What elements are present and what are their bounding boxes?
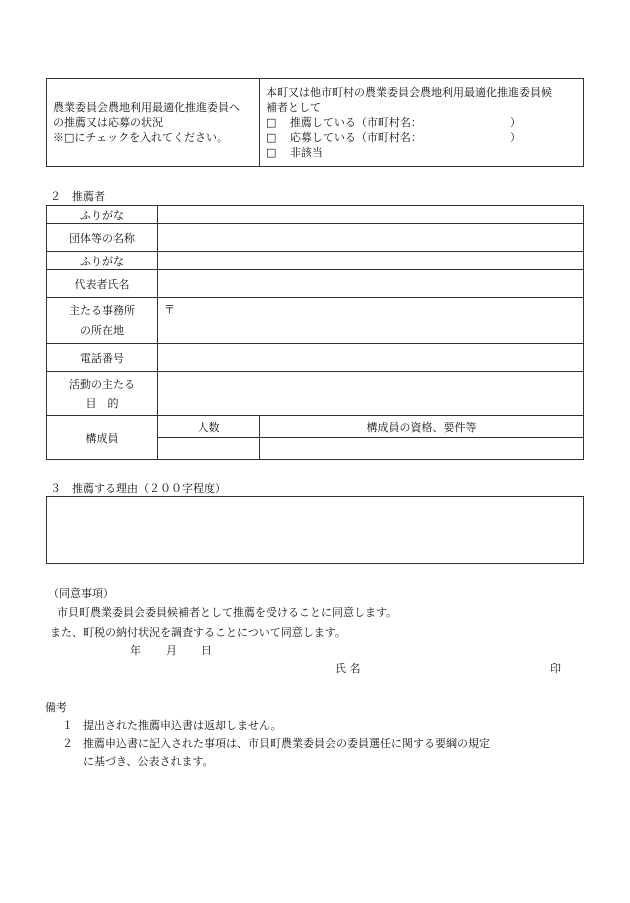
org-name-label: 団体等の名称: [47, 224, 158, 252]
option-label: 非該当: [289, 146, 323, 159]
date-year: 年: [130, 644, 141, 657]
members-count-header: 人数: [158, 416, 260, 438]
checkbox[interactable]: □: [266, 146, 277, 159]
rep-name-label: 代表者氏名: [47, 270, 158, 298]
rep-name-field[interactable]: [158, 270, 584, 298]
status-question-note: ※□にチェックを入れてください。: [53, 131, 229, 144]
postal-mark: 〒: [164, 303, 175, 316]
checkbox[interactable]: □: [266, 116, 277, 129]
furigana-field[interactable]: [158, 206, 584, 224]
status-question-line: 農業委員会農地利用最適化推進委員へ: [53, 101, 240, 114]
note-continuation: に基づき、公表されます。: [83, 755, 214, 768]
office-address-field[interactable]: [158, 298, 584, 344]
office-label-line: の所在地: [80, 323, 124, 337]
note-text: 提出された推薦申込書は返却しません。: [83, 719, 282, 732]
checkbox[interactable]: □: [266, 131, 277, 144]
recommendation-status-table: [46, 78, 584, 167]
option-close: ）: [510, 116, 521, 129]
office-address-label: [47, 298, 158, 344]
note-number: ２: [62, 737, 73, 750]
members-qual-header: 構成員の資格、要件等: [260, 416, 584, 438]
note-text: 推薦申込書に記入された事項は、市貝町農業委員会の委員選任に関する要綱の規定: [83, 737, 490, 750]
members-label: 構成員: [47, 416, 158, 460]
section2-heading: ２ 推薦者: [50, 190, 105, 203]
status-question-cell: [47, 79, 260, 167]
phone-label: 電話番号: [47, 344, 158, 372]
section3-heading: ３ 推薦する理由（２００字程度）: [50, 482, 226, 495]
phone-field[interactable]: [158, 344, 584, 372]
status-answer-intro: 補者として: [266, 101, 321, 114]
option-close: ）: [510, 131, 521, 144]
furigana-label: ふりがな: [47, 206, 158, 224]
seal-mark: 印: [550, 662, 561, 675]
recommender-table: [46, 205, 584, 460]
purpose-label: [47, 372, 158, 416]
date-day: 日: [201, 644, 212, 657]
furigana-label: ふりがな: [47, 252, 158, 270]
option-label: 推薦している（市町村名：: [289, 116, 422, 129]
date-month: 月: [166, 644, 177, 657]
purpose-label-line: 目 的: [85, 396, 119, 410]
consent-line: また、町税の納付状況を調査することについて同意します。: [50, 626, 346, 639]
members-count-field[interactable]: [158, 438, 260, 460]
option-label: 応募している（市町村名：: [289, 131, 422, 144]
reason-field[interactable]: [46, 496, 584, 564]
name-label: 氏 名: [335, 662, 361, 675]
office-label-line: 主たる事務所: [69, 303, 135, 317]
org-name-field[interactable]: [158, 224, 584, 252]
option-recommending[interactable]: [266, 115, 577, 130]
notes-title: 備考: [45, 701, 67, 714]
option-not-applicable[interactable]: [266, 145, 577, 160]
members-qual-field[interactable]: [260, 438, 584, 460]
furigana-field[interactable]: [158, 252, 584, 270]
note-number: １: [62, 719, 73, 732]
option-applying[interactable]: [266, 130, 577, 145]
status-answer-cell: [260, 79, 584, 167]
status-answer-intro: 本町又は他市町村の農業委員会農地利用最適化推進委員候: [266, 86, 552, 99]
consent-line: 市貝町農業委員会委員候補者として推薦を受けることに同意します。: [57, 606, 398, 619]
consent-title: （同意事項）: [48, 587, 114, 600]
purpose-label-line: 活動の主たる: [69, 377, 135, 391]
status-question-line: の推薦又は応募の状況: [53, 116, 163, 129]
purpose-field[interactable]: [158, 372, 584, 416]
